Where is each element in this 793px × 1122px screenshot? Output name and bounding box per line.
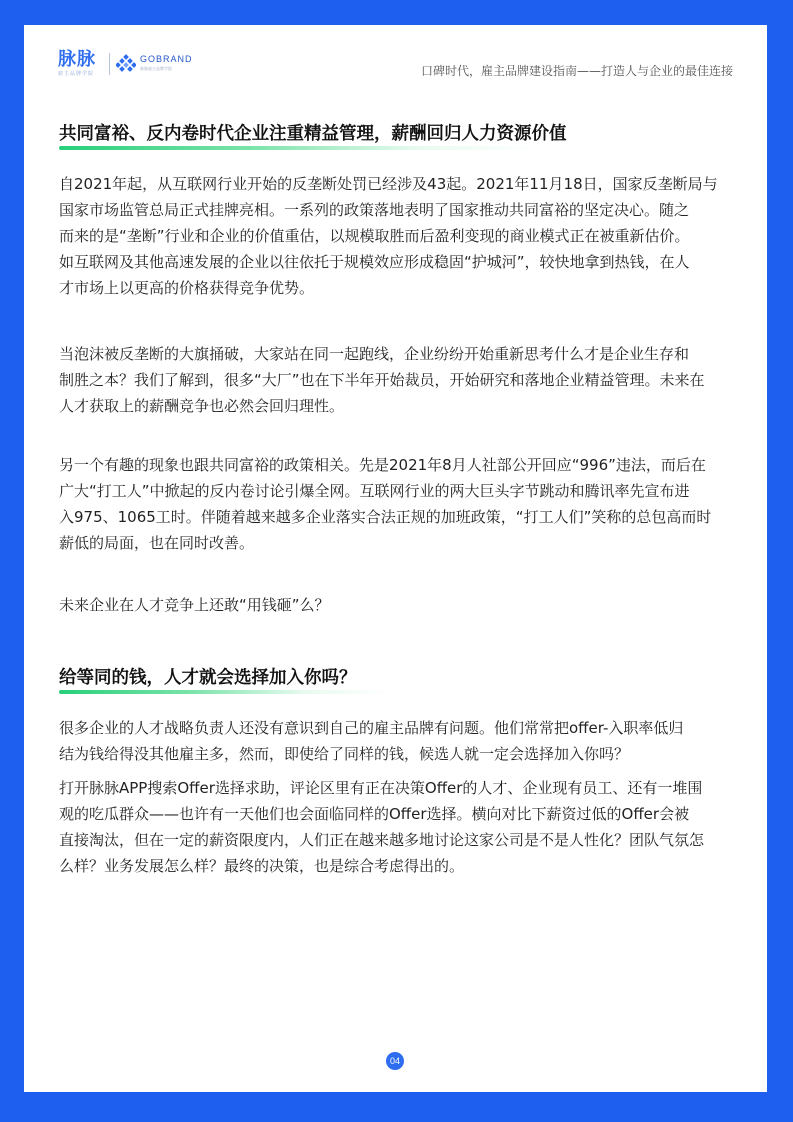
text-line: 未来企业在人才竞争上还敢“用钱砸”么？	[59, 596, 330, 614]
text-line: 薪低的局面，也在同时改善。	[59, 534, 255, 552]
section2-paragraph-1	[59, 715, 739, 767]
text-line: 另一个有趣的现象也跟共同富裕的政策相关。先是2021年8月人社部公开回应“996”违法，而后在	[59, 456, 706, 474]
text-line: 而来的是“垄断”行业和企业的价值重估，以规模取胜而后盈利变现的商业模式正在被重新估价。	[59, 227, 690, 245]
text-line: 打开脉脉APP搜索Offer选择求助，评论区里有正在决策Offer的人才、企业现有员工、还有一堆围	[59, 779, 703, 797]
section1-paragraph-4	[59, 592, 739, 618]
text-line: 广大“打工人”中掀起的反内卷讨论引爆全网。互联网行业的两大巨头字节跳动和腾讯率先宣布进	[59, 482, 690, 500]
section1-paragraph-3	[59, 452, 739, 556]
gobrand-logo-subtext: 脉脉雇主品牌学院	[140, 66, 172, 71]
page-number: 04	[386, 1052, 404, 1070]
maimai-logo-subtext: 雇主品牌学院	[58, 71, 95, 77]
text-line: 入975、1065工时。伴随着越来越多企业落实合法正规的加班政策，“打工人们”笑称的总包高而时	[59, 508, 712, 526]
text-line: 当泡沫被反垄断的大旗捅破，大家站在同一起跑线，企业纷纷开始重新思考什么才是企业生存和	[59, 345, 690, 363]
text-line: 直接淘汰，但在一定的薪资限度内，人们正在越来越多地讨论这家公司是不是人性化？团队气氛怎	[59, 831, 705, 849]
text-line: 自2021年起，从互联网行业开始的反垄断处罚已经涉及43起。2021年11月18日，国家反垄断局与	[59, 175, 718, 193]
text-line: 如互联网及其他高速发展的企业以往依托于规模效应形成稳固“护城河”，较快地拿到热钱，在人	[59, 253, 690, 271]
logo-divider	[109, 53, 110, 75]
text-line: 很多企业的人才战略负责人还没有意识到自己的雇主品牌有问题。他们常常把offer-入职率低归	[59, 719, 684, 737]
document-page	[24, 25, 767, 1092]
text-line: 么样？业务发展怎么样？最终的决策，也是综合考虑得出的。	[59, 857, 465, 875]
document-title: 口碑时代，雇主品牌建设指南——打造人与企业的最佳连接	[420, 64, 733, 78]
section2-heading: 给等同的钱，人才就会选择加入你吗？	[59, 668, 357, 688]
section2-paragraph-2	[59, 775, 739, 879]
section2-heading-underline	[59, 690, 389, 694]
maimai-logo-text: 脉脉	[58, 49, 96, 70]
section1-heading: 共同富裕、反内卷时代企业注重精益管理，薪酬回归人力资源价值	[59, 124, 567, 144]
section1-heading-underline	[59, 146, 539, 150]
text-line: 观的吃瓜群众——也许有一天他们也会面临同样的Offer选择。横向对比下薪资过低的Offer会被	[59, 805, 690, 823]
section1-paragraph-2	[59, 341, 739, 419]
text-line: 国家市场监管总局正式挂牌亮相。一系列的政策落地表明了国家推动共同富裕的坚定决心。随之	[59, 201, 690, 219]
text-line: 制胜之本？我们了解到，很多“大厂”也在下半年开始裁员，开始研究和落地企业精益管理。未来在	[59, 371, 705, 389]
text-line: 人才获取上的薪酬竞争也必然会回归理性。	[59, 397, 345, 415]
text-line: 才市场上以更高的价格获得竞争优势。	[59, 279, 315, 297]
text-line: 结为钱给得没其他雇主多，然而，即使给了同样的钱，候选人就一定会选择加入你吗？	[59, 745, 630, 763]
gobrand-diamond-icon	[116, 54, 136, 74]
gobrand-logo-text: GOBRAND	[140, 54, 193, 64]
section1-paragraph-1	[59, 171, 739, 301]
page-header	[24, 25, 767, 85]
maimai-logo	[58, 50, 96, 78]
